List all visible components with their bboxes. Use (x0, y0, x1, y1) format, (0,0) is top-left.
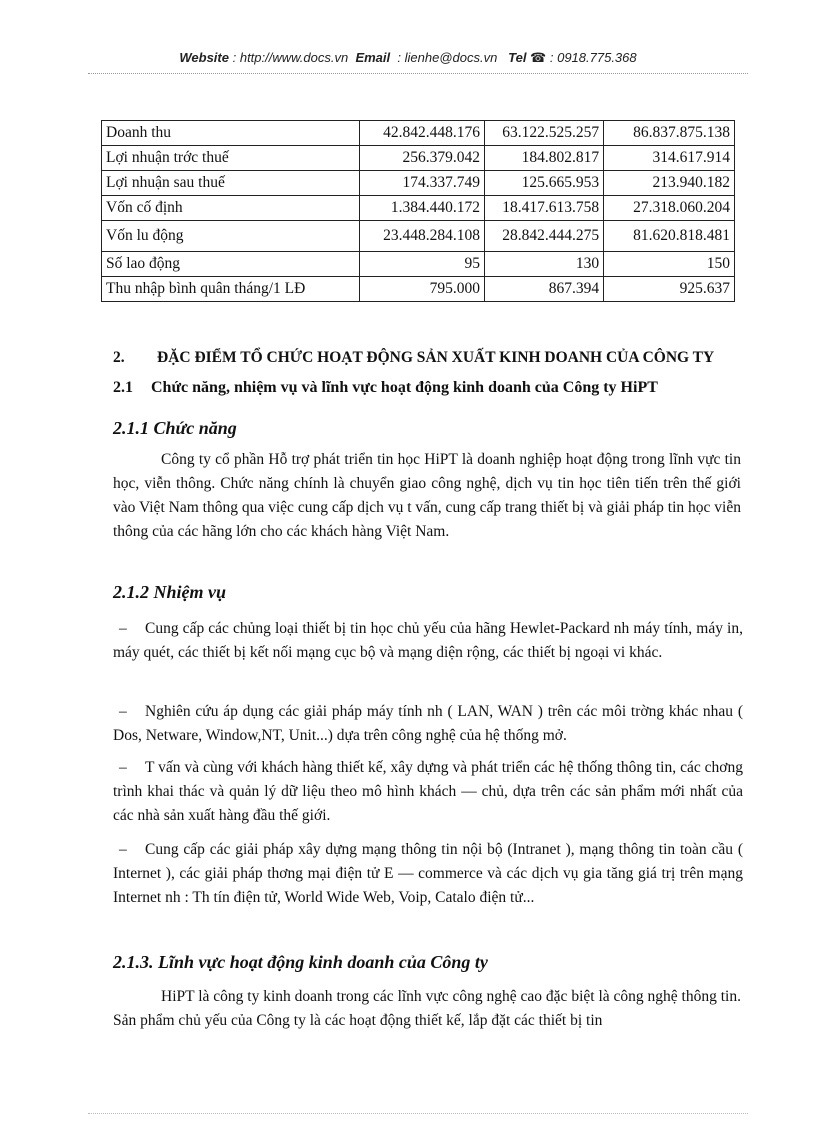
email-label: Email (355, 50, 391, 65)
value-cell: 795.000 (360, 277, 484, 302)
section-2-1-1-heading: 2.1.1 Chức năng (113, 418, 237, 438)
list-item (113, 838, 743, 910)
tel-number: : 0918.775.368 (549, 50, 637, 65)
value-cell: 18.417.613.758 (484, 196, 603, 221)
value-cell: 130 (484, 252, 603, 277)
table-row (102, 146, 735, 171)
row-label: Lợi nhuận trớc thuế (102, 146, 360, 171)
section-2-1-1-paragraph: Công ty cổ phần Hỗ trợ phát triển tin học HiPT là doanh nghiệp hoạt động trong lĩnh vực tin học, viễn thông. Chức năng chính là chuyển giao công nghệ, dịch vụ tin học tiên tiến trên thế giới vào Việt Nam thông qua việc cung cấp dịch vụ t vấn, cung cấp trang thiết bị và giải pháp tin học viễn thông của các hãng lớn cho các khách hàng Việt Nam. (113, 451, 741, 540)
header-divider (88, 73, 748, 74)
email-address[interactable]: : lienhe@docs.vn (397, 50, 498, 65)
section-2-title: ĐẶC ĐIỂM TỔ CHỨC HOẠT ĐỘNG SẢN XUẤT KINH DOANH CỦA CÔNG TY (157, 349, 715, 366)
value-cell: 125.665.953 (484, 171, 603, 196)
table-row (102, 121, 735, 146)
list-item (113, 756, 743, 828)
table-row (102, 196, 735, 221)
value-cell: 28.842.444.275 (484, 221, 603, 252)
dash-bullet-icon: – (119, 620, 127, 637)
value-cell: 81.620.818.481 (604, 221, 735, 252)
website-label: Website (179, 50, 229, 65)
page-header (0, 50, 816, 66)
value-cell: 925.637 (604, 277, 735, 302)
table-row (102, 252, 735, 277)
section-2-1-3-heading: 2.1.3. Lĩnh vực hoạt động kinh doanh của Công ty (113, 952, 488, 972)
dash-bullet-icon: – (119, 841, 127, 858)
value-cell: 314.617.914 (604, 146, 735, 171)
section-2-1-heading (113, 379, 658, 397)
value-cell: 213.940.182 (604, 171, 735, 196)
value-cell: 150 (604, 252, 735, 277)
section-2-heading (113, 349, 714, 367)
section-2-1-title: Chức năng, nhiệm vụ và lĩnh vực hoạt động kinh doanh của Công ty HiPT (151, 379, 658, 396)
section-2-1-number: 2.1 (113, 379, 133, 396)
list-item-text: Nghiên cứu áp dụng các giải pháp máy tính nh ( LAN, WAN ) trên các môi trờng khác nhau ( Dos, Netware, Window,NT, Unit...) dựa trên công nghệ của hệ thống mở. (113, 703, 743, 744)
value-cell: 867.394 (484, 277, 603, 302)
table-row (102, 171, 735, 196)
section-2-1-2-heading: 2.1.2 Nhiệm vụ (113, 582, 227, 602)
dash-bullet-icon: – (119, 703, 127, 720)
footer-divider (88, 1113, 748, 1114)
row-label: Lợi nhuận sau thuế (102, 171, 360, 196)
tel-label: Tel ☎ (508, 50, 547, 65)
section-2-1-3-paragraph: HiPT là công ty kinh doanh trong các lĩnh vực công nghệ cao đặc biệt là công nghệ thông tin. Sản phẩm chủ yếu của Công ty là các hoạt động thiết kế, lắp đặt các thiết bị tin (113, 988, 741, 1029)
value-cell: 42.842.448.176 (360, 121, 484, 146)
value-cell: 1.384.440.172 (360, 196, 484, 221)
website-url[interactable]: : http://www.docs.vn (232, 50, 349, 65)
value-cell: 256.379.042 (360, 146, 484, 171)
list-item-text: Cung cấp các chủng loại thiết bị tin học chủ yếu của hãng Hewlet-Packard nh máy tính, máy in, máy quét, các thiết bị kết nối mạng cục bộ và mạng diện rộng, các thiết bị ngoại vi khác. (113, 620, 743, 661)
value-cell: 95 (360, 252, 484, 277)
dash-bullet-icon: – (119, 759, 127, 776)
value-cell: 27.318.060.204 (604, 196, 735, 221)
financial-table (101, 120, 735, 302)
row-label: Số lao động (102, 252, 360, 277)
row-label: Vốn lu động (102, 221, 360, 252)
value-cell: 23.448.284.108 (360, 221, 484, 252)
row-label: Thu nhập bình quân tháng/1 LĐ (102, 277, 360, 302)
value-cell: 63.122.525.257 (484, 121, 603, 146)
value-cell: 86.837.875.138 (604, 121, 735, 146)
row-label: Doanh thu (102, 121, 360, 146)
row-label: Vốn cố định (102, 196, 360, 221)
value-cell: 174.337.749 (360, 171, 484, 196)
table-row (102, 277, 735, 302)
list-item-text: Cung cấp các giải pháp xây dựng mạng thông tin nội bộ (Intranet ), mạng thông tin toàn cầu ( Internet ), các giải pháp thơng mại điện tử E — commerce và các dịch vụ gia tăng giá trị trên mạng Internet nh : Th tín điện tử, World Wide Web, Voip, Catalo điện tử... (113, 841, 743, 906)
value-cell: 184.802.817 (484, 146, 603, 171)
list-item-text: T vấn và cùng với khách hàng thiết kế, xây dựng và phát triển các hệ thống thông tin, các chơng trình khai thác và quản lý dữ liệu theo mô hình khách — chủ, dựa trên các sản phẩm mới nhất của các nhà sản xuất hàng đầu thế giới. (113, 759, 743, 824)
list-item (113, 617, 743, 665)
list-item (113, 700, 743, 748)
table-row (102, 221, 735, 252)
section-2-number: 2. (113, 349, 125, 366)
